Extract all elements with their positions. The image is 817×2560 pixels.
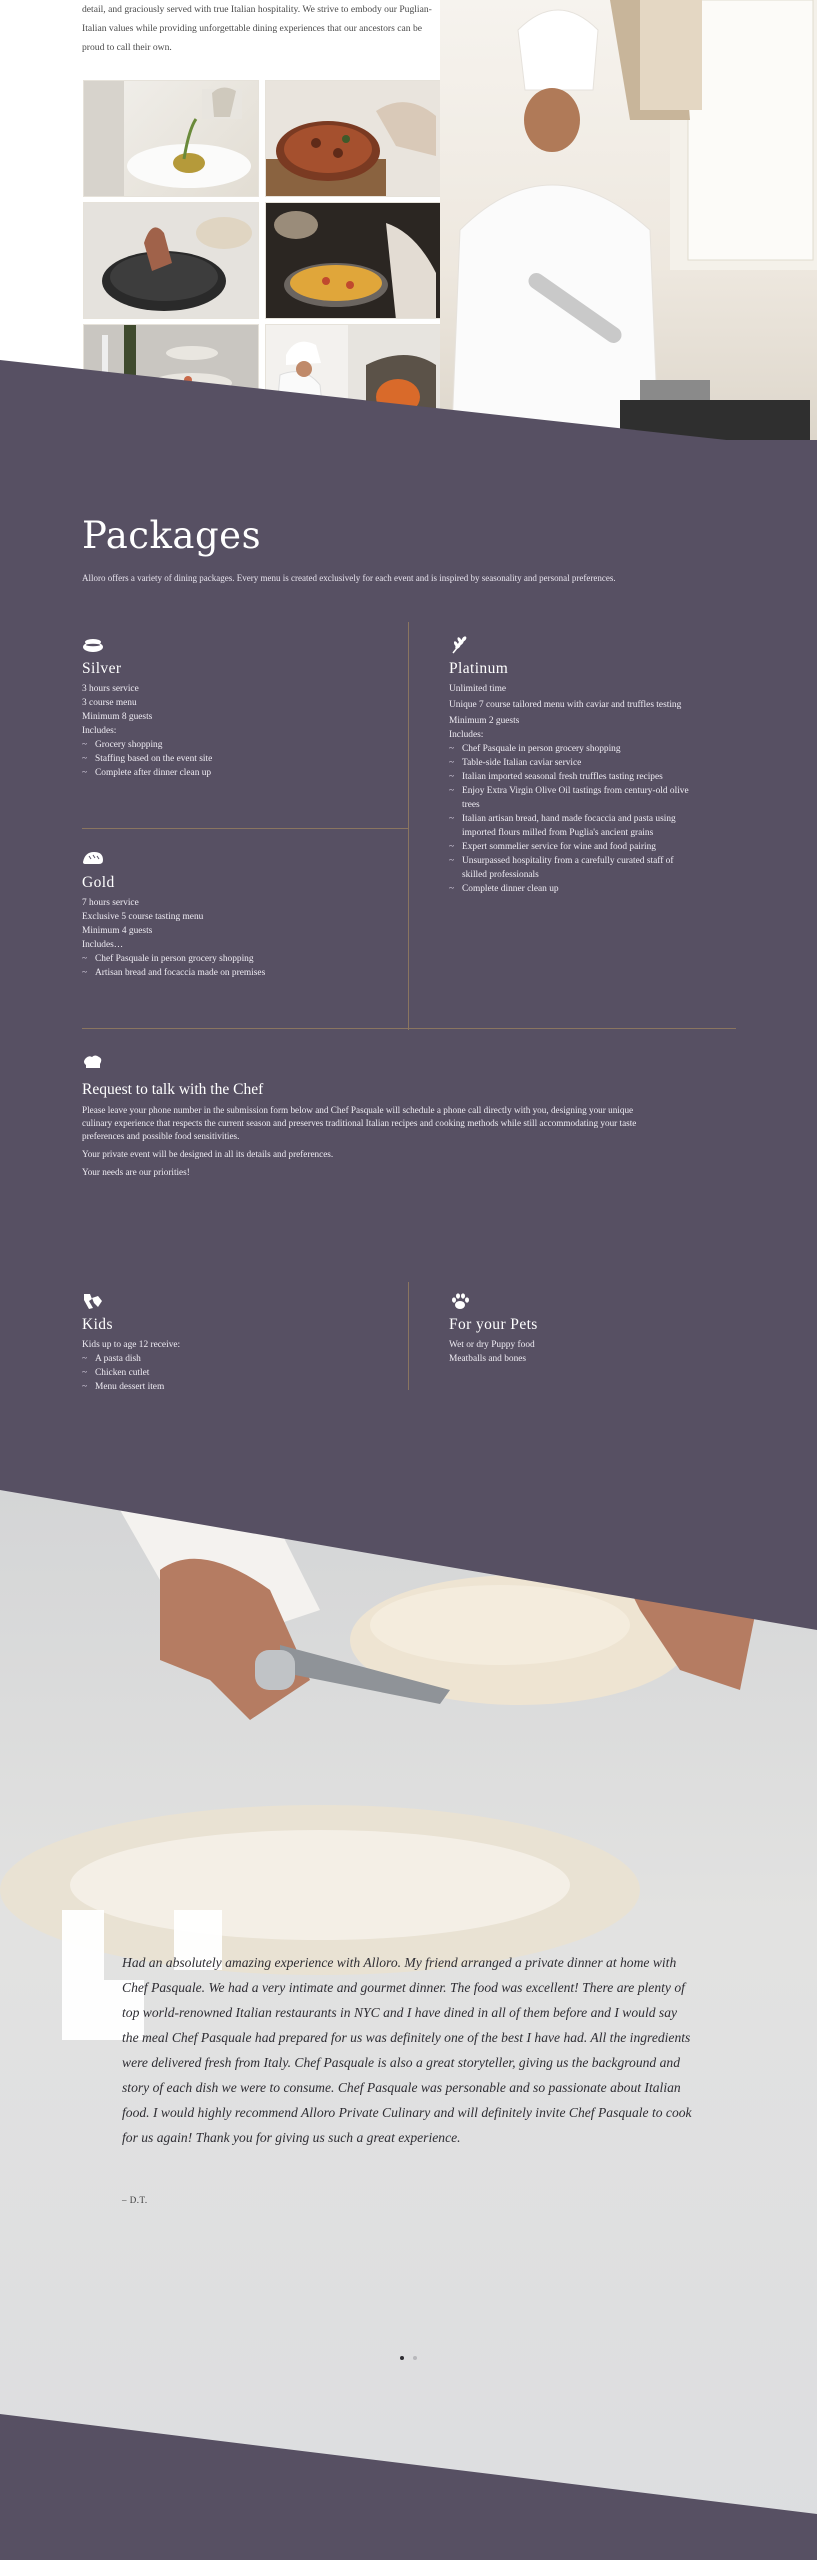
package-gold-list: [82, 952, 382, 980]
list-item: ~ Table-side Italian caviar service: [449, 756, 699, 770]
package-gold-line: Exclusive 5 course tasting menu: [82, 912, 204, 922]
package-platinum-line: Minimum 2 guests: [449, 716, 520, 726]
gallery-photo-plating[interactable]: [83, 80, 259, 197]
package-silver-name: Silver: [82, 660, 122, 677]
extra-pets-line: Wet or dry Puppy food: [449, 1340, 535, 1350]
list-item: ~ Italian imported seasonal fresh truffles tasting recipes: [449, 770, 699, 784]
gallery-photo-pizza[interactable]: [265, 80, 441, 197]
list-item: ~ Menu dessert item: [82, 1380, 382, 1394]
slider-dot[interactable]: [413, 2356, 417, 2360]
request-chef-block: [82, 1055, 652, 1184]
request-title: Request to talk with the Chef: [82, 1081, 264, 1098]
wheat-icon: [449, 636, 471, 654]
package-gold: [82, 850, 382, 980]
list-item: ~ Complete dinner clean up: [449, 882, 699, 896]
list-item: ~ Artisan bread and focaccia made on premises: [82, 966, 382, 980]
package-divider-silver-gold: [82, 828, 408, 829]
package-gold-line: Includes…: [82, 940, 124, 950]
package-gold-name: Gold: [82, 874, 115, 891]
extra-kids: [82, 1292, 382, 1394]
list-item: ~ Grocery shopping: [82, 738, 382, 752]
package-silver-line: 3 hours service: [82, 684, 139, 694]
package-platinum-name: Platinum: [449, 660, 509, 677]
package-platinum-line: Unlimited time: [449, 684, 507, 694]
bread-icon: [82, 850, 104, 868]
gallery-photo-paella[interactable]: [265, 202, 441, 319]
extra-kids-line: Kids up to age 12 receive:: [82, 1340, 181, 1350]
dish-icon: [82, 636, 104, 654]
package-silver-line: 3 course menu: [82, 698, 137, 708]
extra-pets-name: For your Pets: [449, 1316, 538, 1333]
list-item: ~ Staffing based on the event site: [82, 752, 382, 766]
request-paragraph: Your private event will be designed in all its details and preferences.: [82, 1149, 334, 1159]
extra-kids-list: [82, 1352, 382, 1394]
list-item: ~ Complete after dinner clean up: [82, 766, 382, 780]
chef-hat-icon: [82, 1055, 104, 1071]
testimonial-quote: Had an absolutely amazing experience with Alloro. My friend arranged a private dinner at home with Chef Pasquale. We had a very intimate and gourmet dinner. The food was excellent! There are plenty of top world-renowned Italian restaurants in NYC and I have dined in all of them before and I would say the meal Chef Pasquale had prepared for us was definitely one of the best I have had. All the ingredients were delivered fresh from Italy. Chef Pasquale is also a great storyteller, giving us the background and story of each dish we were to consume. Chef Pasquale was personable and so passionate about Italian food. I would highly recommend Alloro Private Culinary and will definitely invite Chef Pasquale to cook for us again! Thank you for giving us such a great experience.: [122, 1955, 692, 2145]
testimonial-slider-dots: [400, 2347, 422, 2365]
pan-image: [84, 203, 259, 319]
package-platinum-list: [449, 742, 699, 896]
package-platinum-line: Unique 7 course tailored menu with caviar and truffles testing: [449, 700, 682, 710]
package-silver-list: [82, 738, 382, 780]
packages-subtitle: Alloro offers a variety of dining packages. Every menu is created exclusively for each event and is inspired by seasonality and personal preferences.: [82, 573, 616, 583]
list-item: ~ A pasta dish: [82, 1352, 382, 1366]
gallery-photo-pan[interactable]: [83, 202, 259, 319]
list-item: ~ Enjoy Extra Virgin Olive Oil tastings from century-old olive trees: [449, 784, 699, 812]
packages-title: Packages: [82, 514, 262, 557]
testimonial-author: – D.T.: [122, 2195, 148, 2205]
extras-divider-vertical: [408, 1282, 409, 1390]
request-paragraph: Please leave your phone number in the submission form below and Chef Pasquale will schedule a phone call directly with you, designing your unique culinary experience that respects the current season and preserves traditional Italian recipes and cooking methods while still accommodating your taste preferences and possible food sensitivities.: [82, 1105, 637, 1141]
slider-dot-active[interactable]: [400, 2356, 404, 2360]
list-item: ~ Unsurpassed hospitality from a carefully curated staff of skilled professionals: [449, 854, 699, 882]
list-item: ~ Chef Pasquale in person grocery shopping: [82, 952, 382, 966]
package-platinum-line: Includes:: [449, 730, 484, 740]
intro-text: detail, and graciously served with true Italian hospitality. We strive to embody our Puglian-Italian values while providing unforgettable dining experiences that our ancestors can be proud to call their own.: [82, 4, 432, 53]
package-divider-bottom: [82, 1028, 736, 1029]
package-gold-line: 7 hours service: [82, 898, 139, 908]
list-item: ~ Expert sommelier service for wine and food pairing: [449, 840, 699, 854]
list-item: ~ Italian artisan bread, hand made focaccia and pasta using imported flours milled from Puglia's ancient grains: [449, 812, 699, 840]
pizza-image: [266, 81, 441, 197]
extra-kids-name: Kids: [82, 1316, 113, 1333]
chef-hero-image: [440, 0, 817, 480]
package-silver-line: Includes:: [82, 726, 117, 736]
paw-icon: [449, 1292, 471, 1310]
request-paragraph: Your needs are our priorities!: [82, 1167, 190, 1177]
chef-photo: [440, 0, 817, 480]
extra-pets: [449, 1292, 699, 1366]
extra-pets-line: Meatballs and bones: [449, 1354, 527, 1364]
paella-image: [266, 203, 441, 319]
list-item: ~ Chicken cutlet: [82, 1366, 382, 1380]
plated-dish-image: [84, 81, 259, 197]
list-item: ~ Chef Pasquale in person grocery shopping: [449, 742, 699, 756]
kids-icon: [82, 1292, 104, 1310]
package-silver-line: Minimum 8 guests: [82, 712, 153, 722]
package-divider-vertical: [408, 622, 409, 1030]
package-platinum: [449, 636, 699, 896]
package-silver: [82, 636, 382, 780]
package-gold-line: Minimum 4 guests: [82, 926, 153, 936]
